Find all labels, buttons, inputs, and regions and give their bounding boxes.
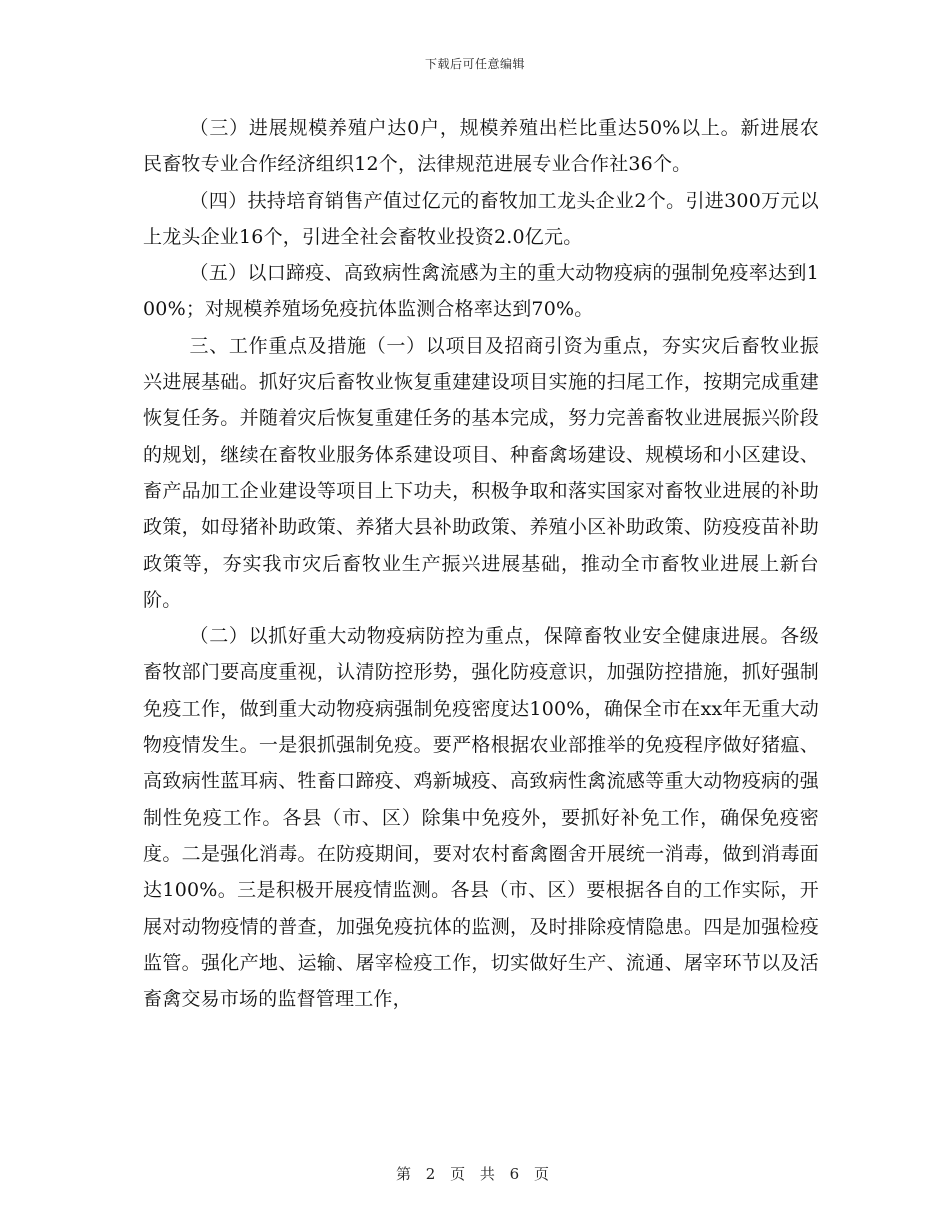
paragraph-goal-5: （五）以口蹄疫、高致病性禽流感为主的重大动物疫病的强制免疫率达到100%；对规模养殖场免疫抗体监测合格率达到70%。 xyxy=(143,262,819,321)
paragraph-goal-3: （三）进展规模养殖户达0户，规模养殖出栏比重达50%以上。新进展农民畜牧专业合作经济组织12个，法律规范进展专业合作社36个。 xyxy=(143,117,819,176)
document-body xyxy=(143,110,819,1017)
paragraph-measures-1: 三、工作重点及措施（一）以项目及招商引资为重点，夯实灾后畜牧业振兴进展基础。抓好灾后畜牧业恢复重建建设项目实施的扫尾工作，按期完成重建恢复任务。并随着灾后恢复重建任务的基本完成，努力完善畜牧业进展振兴阶段的规划，继续在畜牧业服务体系建设项目、种畜禽场建设、规模场和小区建设、畜产品加工企业建设等项目上下功夫，积极争取和落实国家对畜牧业进展的补助政策，如母猪补助政策、养猪大县补助政策、养殖小区补助政策、防疫疫苗补助政策等，夯实我市灾后畜牧业生产振兴进展基础，推动全市畜牧业进展上新台阶。 xyxy=(143,334,819,611)
paragraph-measures-2: （二）以抓好重大动物疫病防控为重点，保障畜牧业安全健康进展。各级畜牧部门要高度重视，认清防控形势，强化防疫意识，加强防控措施，抓好强制免疫工作，做到重大动物疫病强制免疫密度达100%，确保全市在xx年无重大动物疫情发生。一是狠抓强制免疫。要严格根据农业部推举的免疫程序做好猪瘟、高致病性蓝耳病、牲畜口蹄疫、鸡新城疫、高致病性禽流感等重大动物疫病的强制性免疫工作。各县（市、区）除集中免疫外，要抓好补免工作，确保免疫密度。二是强化消毒。在防疫期间，要对农村畜禽圈舍开展统一消毒，做到消毒面达100%。三是积极开展疫情监测。各县（市、区）要根据各自的工作实际，开展对动物疫情的普查，加强免疫抗体的监测，及时排除疫情隐患。四是加强检疫监管。强化产地、运输、屠宰检疫工作，切实做好生产、流通、屠宰环节以及活畜禽交易市场的监督管理工作， xyxy=(143,625,819,1011)
page-header: 下载后可任意编辑 xyxy=(424,57,525,71)
paragraph-goal-4: （四）扶持培育销售产值过亿元的畜牧加工龙头企业2个。引进300万元以上龙头企业16个，引进全社会畜牧业投资2.0亿元。 xyxy=(143,189,819,248)
page-number-footer: 第 2 页 共 6 页 xyxy=(396,1165,554,1183)
